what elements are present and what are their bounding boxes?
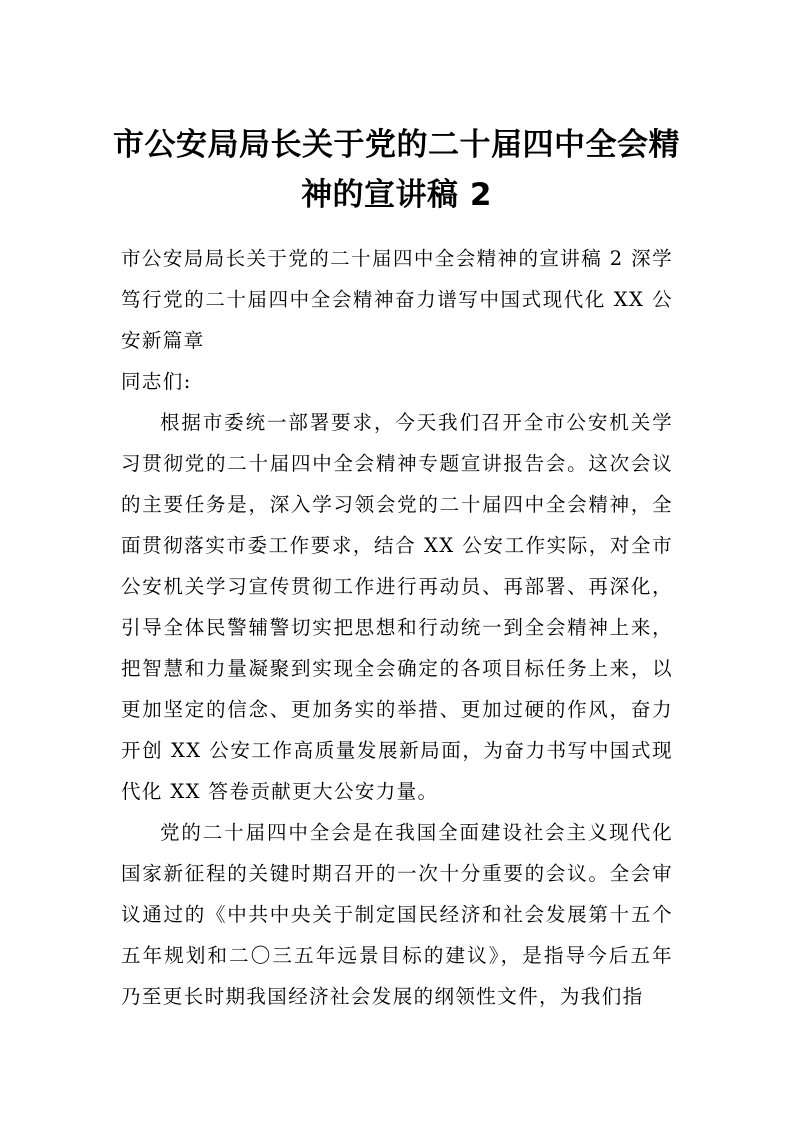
document-body: [121, 238, 673, 1017]
body-paragraph-2: 党的二十届四中全会是在我国全面建设社会主义现代化国家新征程的关键时期召开的一次十分重要的会议。全会审议通过的《中共中央关于制定国民经济和社会发展第十五个五年规划和二〇三五年远景目标的建议》，是指导今后五年乃至更长时期我国经济社会发展的纲领性文件，为我们指: [121, 821, 673, 1008]
title-line-1: 市公安局局长关于党的二十届四中全会精: [113, 127, 680, 163]
salutation: 同志们:: [121, 370, 192, 393]
body-paragraph-1: 根据市委统一部署要求，今天我们召开全市公安机关学习贯彻党的二十届四中全会精神专题宣讲报告会。这次会议的主要任务是，深入学习领会党的二十届四中全会精神，全面贯彻落实市委工作要求，结合 XX 公安工作实际，对全市公安机关学习宣传贯彻工作进行再动员、再部署、再深化，引导全体民警辅警切实把思想和行动统一到全会精神上来，把智慧和力量凝聚到实现全会确定的各项目标任务上来，以更加坚定的信念、更加务实的举措、更加过硬的作风，奋力开创 XX 公安工作高质量发展新局面，为奋力书写中国式现代化 XX 答卷贡献更大公安力量。: [121, 411, 673, 803]
title-line-2: 神的宣讲稿 2: [301, 177, 492, 213]
subtitle-paragraph: 市公安局局长关于党的二十届四中全会精神的宣讲稿 2 深学笃行党的二十届四中全会精神奋力谱写中国式现代化 XX 公安新篇章: [121, 247, 673, 352]
document-title: [100, 120, 693, 220]
